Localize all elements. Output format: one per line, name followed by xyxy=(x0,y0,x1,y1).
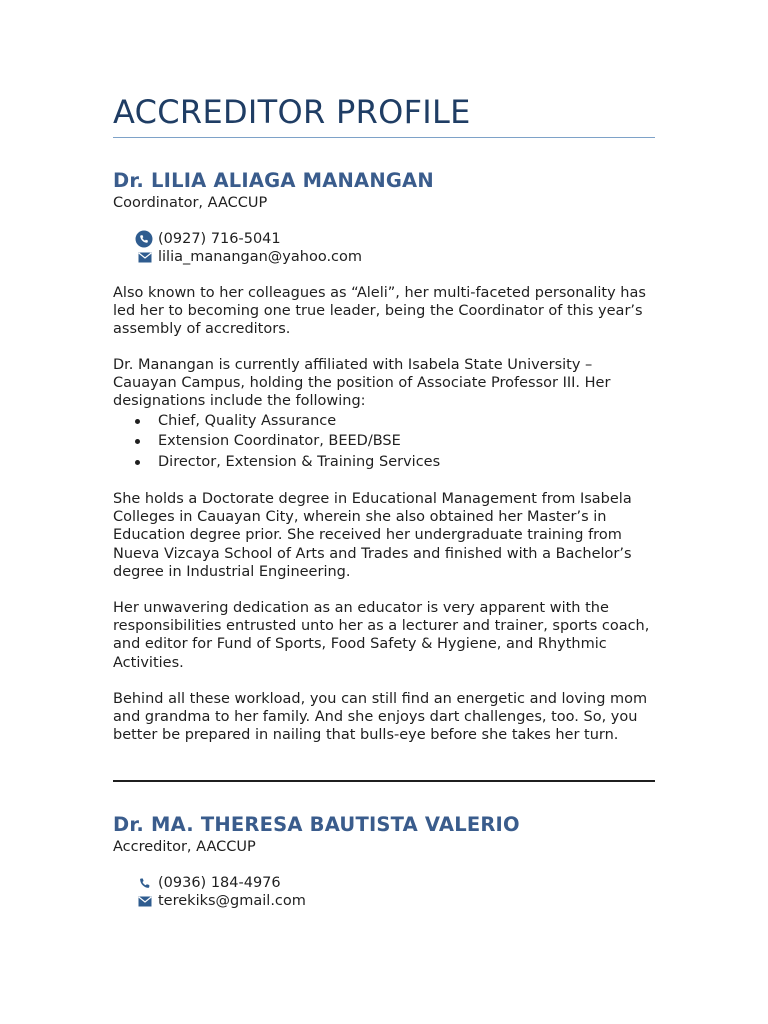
profile-role: Coordinator, AACCUP xyxy=(113,195,268,211)
title-rule xyxy=(113,137,655,138)
contact-phone xyxy=(135,874,281,892)
bio-paragraph: Also known to her colleagues as “Aleli”, her multi-faceted personality has led her to becoming one true leader, being the Coordinator of this year’s assembly of accreditors. xyxy=(113,285,646,338)
phone-circle-icon xyxy=(135,230,155,248)
bio-paragraph: She holds a Doctorate degree in Educational Management from Isabela Colleges in Cauayan City, wherein she also obtained her Master’s in Education degree prior. She received her undergraduate training from Nueva Vizcaya School of Arts and Trades and finished with a Bachelor’s degree in Industrial Engineering. xyxy=(113,491,632,580)
list-item: Chief, Quality Assurance xyxy=(113,411,658,431)
contact-email xyxy=(135,892,306,910)
list-item: Extension Coordinator, BEED/BSE xyxy=(113,431,658,451)
section-divider xyxy=(113,780,655,782)
contact-phone xyxy=(135,230,281,248)
envelope-icon xyxy=(135,892,155,910)
profile-name: Dr. LILIA ALIAGA MANANGAN xyxy=(113,169,434,192)
phone-number[interactable]: (0936) 184-4976 xyxy=(158,875,281,891)
email-address[interactable]: terekiks@gmail.com xyxy=(158,893,306,909)
email-address[interactable]: lilia_manangan@yahoo.com xyxy=(158,249,363,265)
list-item: Director, Extension & Training Services xyxy=(113,452,658,472)
bio-paragraph: Behind all these workload, you can still find an energetic and loving mom and grandma to her family. And she enjoys dart challenges, too. So, you better be prepared in nailing that bulls-eye before she takes her turn. xyxy=(113,691,648,744)
profile-name: Dr. MA. THERESA BAUTISTA VALERIO xyxy=(113,813,520,836)
contact-email xyxy=(135,248,362,266)
bio-paragraph: Dr. Manangan is currently affiliated with Isabela State University – Cauayan Campus, holding the position of Associate Professor III. Her designations include the following: xyxy=(113,357,611,410)
profile-role: Accreditor, AACCUP xyxy=(113,839,256,855)
page-title: ACCREDITOR PROFILE xyxy=(113,93,471,131)
bio-paragraph: Her unwavering dedication as an educator is very apparent with the responsibilities entrusted unto her as a lecturer and trainer, sports coach, and editor for Fund of Sports, Food Safety & Hygiene, and Rhythmic Activities. xyxy=(113,600,650,671)
phone-icon xyxy=(135,874,155,892)
envelope-icon xyxy=(135,248,155,266)
phone-number[interactable]: (0927) 716-5041 xyxy=(158,231,281,247)
designations-list xyxy=(113,411,658,472)
